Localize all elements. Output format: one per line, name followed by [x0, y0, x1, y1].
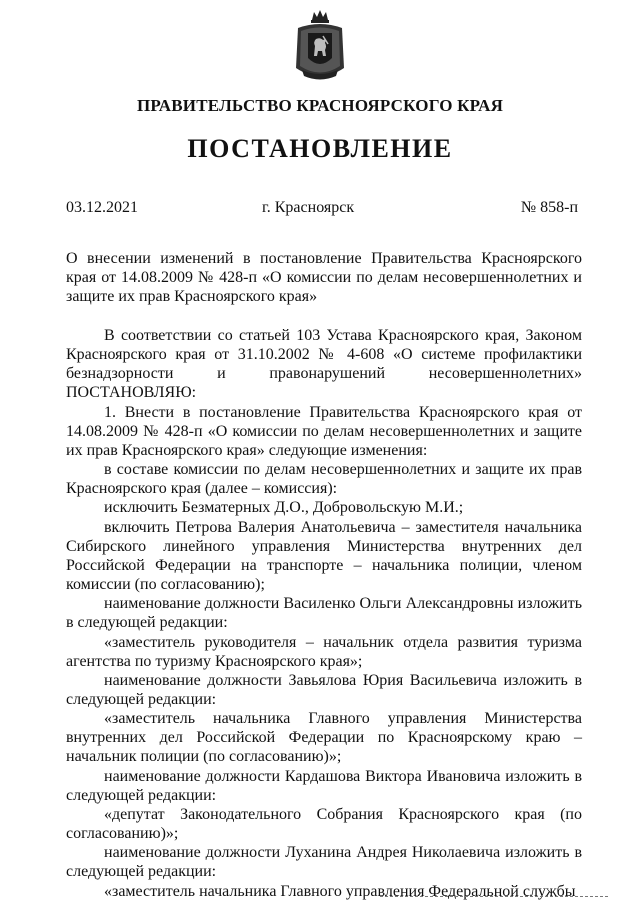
document-city: г. Красноярск [262, 199, 355, 216]
body-paragraph: наименование должности Кардашова Виктора Ивановича изложить в следующей редакции: [66, 767, 582, 804]
coat-of-arms-icon [290, 6, 350, 86]
government-title: ПРАВИТЕЛЬСТВО КРАСНОЯРСКОГО КРАЯ [136, 96, 504, 115]
body-paragraph: 1. Внести в постановление Правительства Красноярского края от 14.08.2009 № 428-п «О комиссии по делам несовершеннолетних и защите их прав Красноярского края» следующие изменения: [66, 403, 582, 459]
document-type-title: ПОСТАНОВЛЕНИЕ [187, 134, 453, 163]
body-paragraph: включить Петрова Валерия Анатольевича – заместителя начальника Сибирского линейного управления Министерства внутренних дел Российской Федерации на транспорте – начальника полиции, членом комиссии (по согласованию); [66, 518, 582, 594]
body-paragraph: исключить Безматерных Д.О., Добровольскую М.И.; [104, 499, 464, 517]
body-paragraph: «заместитель начальника Главного управления Министерства внутренних дел Российской Федерации по Красноярскому краю – начальник полиции (по согласованию)»; [66, 710, 582, 766]
footer-divider [380, 896, 608, 897]
body-paragraph: наименование должности Завьялова Юрия Васильевича изложить в следующей редакции: [66, 671, 582, 708]
body-paragraph: наименование должности Василенко Ольги Александровны изложить в следующей редакции: [66, 595, 582, 632]
body-paragraph: «заместитель руководителя – начальник отдела развития туризма агентства по туризму Красноярского края»; [66, 633, 582, 670]
document-subject: О внесении изменений в постановление Правительства Красноярского края от 14.08.2009 № 428-п «О комиссии по делам несовершеннолетних и защите их прав Красноярского края» [66, 250, 582, 305]
document-body [66, 326, 582, 901]
document-number: № 858-п [520, 199, 578, 216]
body-paragraph: наименование должности Луханина Андрея Николаевича изложить в следующей редакции: [66, 844, 582, 881]
body-paragraph: «заместитель начальника Главного управления Федеральной службы [104, 882, 576, 900]
body-paragraph: «депутат Законодательного Собрания Красноярского края (по согласованию)»; [66, 805, 582, 843]
document-date: 03.12.2021 [66, 199, 138, 216]
body-paragraph: в составе комиссии по делам несовершеннолетних и защите их прав Красноярского края (далее – комиссия): [66, 461, 582, 498]
body-paragraph: В соответствии со статьей 103 Устава Красноярского края, Законом Красноярского края от 31.10.2002 № 4-608 «О системе профилактики безнадзорности и правонарушений несовершеннолетних» ПОСТАНОВЛЯЮ: [66, 327, 582, 402]
